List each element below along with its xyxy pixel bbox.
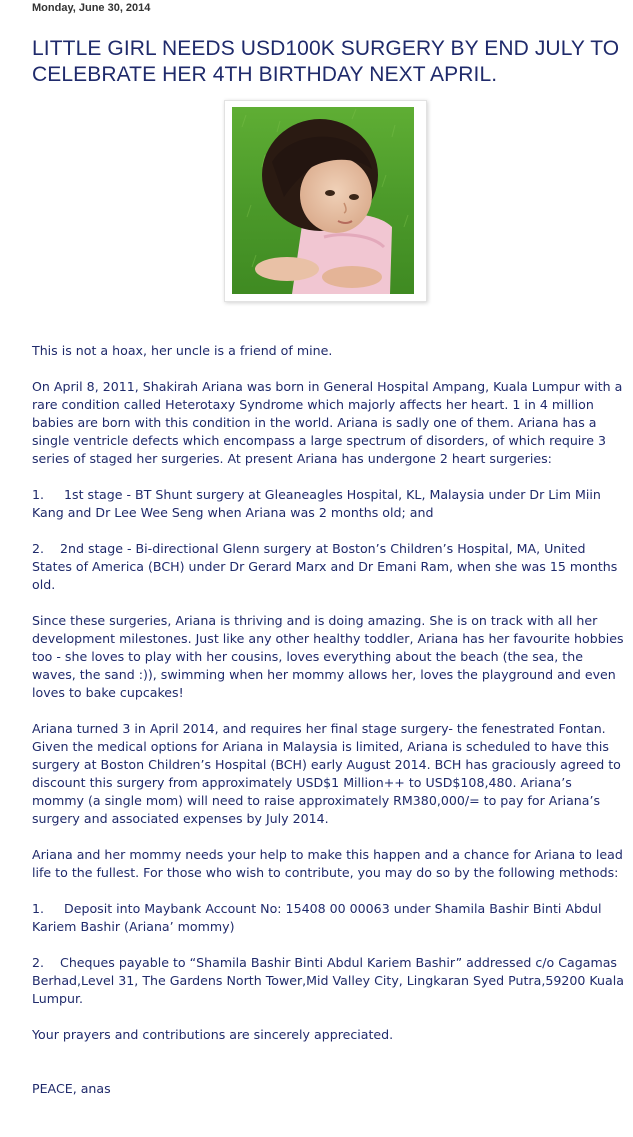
paragraph-final-surgery: Ariana turned 3 in April 2014, and requires her final stage surgery- the fenestrated Fontan. Given the medical options for Ariana in Malaysia is limited, Ariana is scheduled to have this surgery at Boston Children’s Hospital (BCH) early August 2014. BCH has graciously agreed to discount this surgery from approximately USD$1 Million++ to USD$108,480. Ariana’s mommy (a single mom) will need to raise approximately RM380,000/= to pay for Ariana’s surgery and associated expenses by July 2014. xyxy=(32,721,621,826)
paragraph-help: Ariana and her mommy needs your help to make this happen and a chance for Ariana to lead life to the fullest. For those who wish to contribute, you may do so by the following methods: xyxy=(32,847,623,880)
photo-frame xyxy=(224,100,427,302)
signature: PEACE, anas xyxy=(32,1081,111,1096)
post-date: Monday, June 30, 2014 xyxy=(32,2,151,14)
paragraph-background: On April 8, 2011, Shakirah Ariana was born in General Hospital Ampang, Kuala Lumpur with a rare condition called Heterotaxy Syndrome which majorly affects her heart. 1 in 4 million babies are born with this condition in the world. Ariana is sadly one of them. Ariana has a single ventricle defects which encompass a large spectrum of disorders, of which require 3 series of staged her surgeries. At present Ariana has undergone 2 heart surgeries: xyxy=(32,379,623,466)
paragraph-method-deposit: 1. Deposit into Maybank Account No: 15408 00 00063 under Shamila Bashir Binti Abdul Kariem Bashir (Ariana’ mommy) xyxy=(32,901,602,934)
paragraph-stage-2: 2. 2nd stage - Bi-directional Glenn surgery at Boston’s Children’s Hospital, MA, United States of America (BCH) under Dr Gerard Marx and Dr Emani Ram, when she was 15 months old. xyxy=(32,541,618,592)
child-photo[interactable] xyxy=(232,107,414,294)
paragraph-thriving: Since these surgeries, Ariana is thriving and is doing amazing. She is on track with all her development milestones. Just like any other healthy toddler, Ariana has her favourite hobbies too - she loves to play with her cousins, loves everything about the beach (the sea, the waves, the sand :)), swimming when her mommy allows her, loves the playground and even loves to bake cupcakes! xyxy=(32,613,624,700)
paragraph-method-cheque: 2. Cheques payable to “Shamila Bashir Binti Abdul Kariem Bashir” addressed c/o Cagamas Berhad,Level 31, The Gardens North Tower,Mid Valley City, Lingkaran Syed Putra,59200 Kuala Lumpur. xyxy=(32,955,624,1006)
paragraph-intro: This is not a hoax, her uncle is a friend of mine. xyxy=(32,343,333,358)
paragraph-stage-1: 1. 1st stage - BT Shunt surgery at Gleaneagles Hospital, KL, Malaysia under Dr Lim Miin Kang and Dr Lee Wee Seng when Ariana was 2 months old; and xyxy=(32,487,601,520)
paragraph-thanks: Your prayers and contributions are sincerely appreciated. xyxy=(32,1027,394,1042)
post-body xyxy=(32,342,624,1116)
post-title[interactable]: LITTLE GIRL NEEDS USD100K SURGERY BY END JULY TO CELEBRATE HER 4TH BIRTHDAY NEXT APRIL. xyxy=(32,37,620,86)
